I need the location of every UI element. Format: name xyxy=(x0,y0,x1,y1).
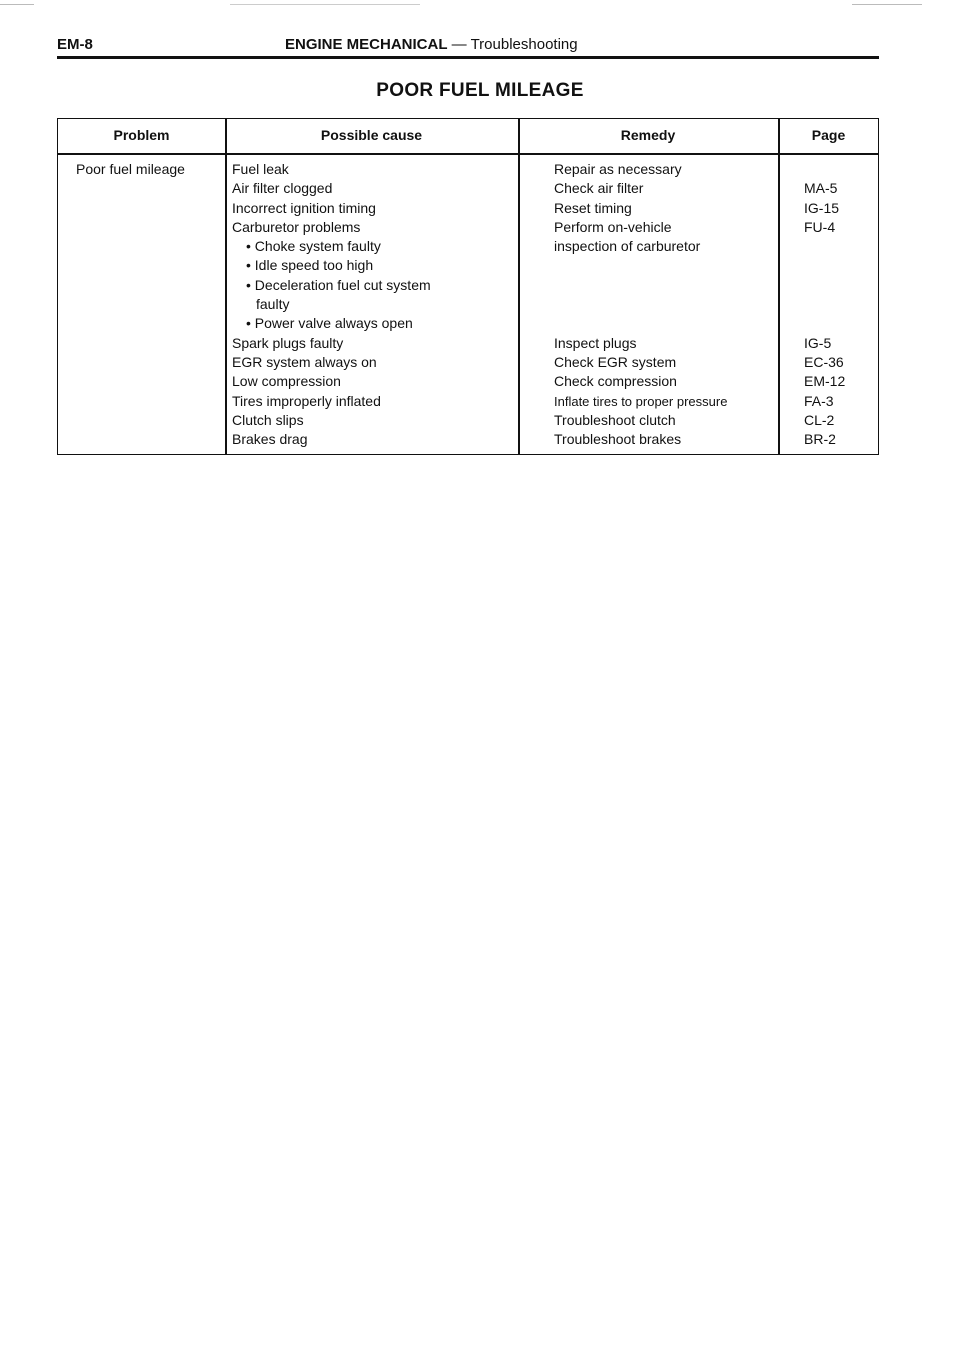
page-ref: FA-3 xyxy=(804,392,834,409)
column-header-remedy: Remedy xyxy=(620,127,676,143)
cause-subitem: • Choke system faulty xyxy=(246,238,381,255)
page-ref: EC-36 xyxy=(804,353,844,370)
page-title: POOR FUEL MILEAGE xyxy=(376,80,584,101)
section-subtitle: — Troubleshooting xyxy=(447,36,578,53)
column-divider xyxy=(518,119,520,454)
cause-item: EGR system always on xyxy=(232,353,377,370)
possible-cause-cell xyxy=(232,160,431,449)
scan-artifact xyxy=(852,4,922,5)
cause-item: Carburetor problems xyxy=(232,218,361,235)
scan-artifact xyxy=(0,4,34,5)
header-rule xyxy=(57,56,879,59)
page-number: EM-8 xyxy=(57,36,93,53)
cause-item: Fuel leak xyxy=(232,161,289,177)
cause-item: Brakes drag xyxy=(232,431,308,448)
cause-item: Spark plugs faulty xyxy=(232,334,344,351)
spacer xyxy=(554,295,727,314)
column-header-possible-cause: Possible cause xyxy=(320,127,423,143)
cause-item: Low compression xyxy=(232,373,341,390)
cause-subitem-continued: faulty xyxy=(256,296,290,313)
header-divider xyxy=(58,153,878,155)
remedy-item: Check compression xyxy=(554,373,677,390)
column-header-page: Page xyxy=(811,127,846,143)
section-name: ENGINE MECHANICAL xyxy=(285,36,448,53)
spacer xyxy=(804,237,845,256)
remedy-cell xyxy=(554,160,727,449)
remedy-item: Reset timing xyxy=(554,199,632,216)
page-ref: EM-12 xyxy=(804,373,846,390)
scan-artifact xyxy=(230,4,420,5)
problem-text: Poor fuel mileage xyxy=(76,161,185,177)
remedy-item: Check air filter xyxy=(554,180,644,197)
remedy-item: Troubleshoot brakes xyxy=(554,431,682,448)
cause-item: Incorrect ignition timing xyxy=(232,199,376,216)
spacer xyxy=(804,160,845,179)
spacer xyxy=(554,276,727,295)
cause-item: Air filter clogged xyxy=(232,180,333,197)
page-ref: MA-5 xyxy=(804,180,838,197)
page-ref: FU-4 xyxy=(804,218,836,235)
cause-item: Clutch slips xyxy=(232,411,304,428)
spacer xyxy=(554,256,727,275)
remedy-item: Repair as necessary xyxy=(554,161,682,177)
cause-subitem: • Power valve always open xyxy=(246,315,413,332)
remedy-item: Inflate tires to proper pressure xyxy=(554,393,728,409)
cause-item: Tires improperly inflated xyxy=(232,392,381,409)
column-divider xyxy=(225,119,227,454)
section-title xyxy=(285,36,578,53)
spacer xyxy=(804,256,845,275)
spacer xyxy=(804,314,845,333)
page-ref: IG-5 xyxy=(804,334,832,351)
spacer xyxy=(554,314,727,333)
column-divider xyxy=(778,119,780,454)
cause-subitem: • Idle speed too high xyxy=(246,257,374,274)
page-ref: IG-15 xyxy=(804,199,840,216)
remedy-item: Troubleshoot clutch xyxy=(554,411,676,428)
remedy-item-continued: inspection of carburetor xyxy=(554,238,701,255)
remedy-item: Perform on-vehicle xyxy=(554,218,672,235)
remedy-item: Check EGR system xyxy=(554,353,677,370)
spacer xyxy=(804,276,845,295)
troubleshooting-table xyxy=(57,118,879,455)
remedy-item: Inspect plugs xyxy=(554,334,637,351)
column-header-problem: Problem xyxy=(113,127,170,143)
page-ref: CL-2 xyxy=(804,411,835,428)
cause-subitem: • Deceleration fuel cut system xyxy=(246,276,431,293)
page-ref: BR-2 xyxy=(804,431,836,448)
problem-cell xyxy=(76,160,185,179)
page-ref-cell xyxy=(804,160,845,449)
spacer xyxy=(804,295,845,314)
